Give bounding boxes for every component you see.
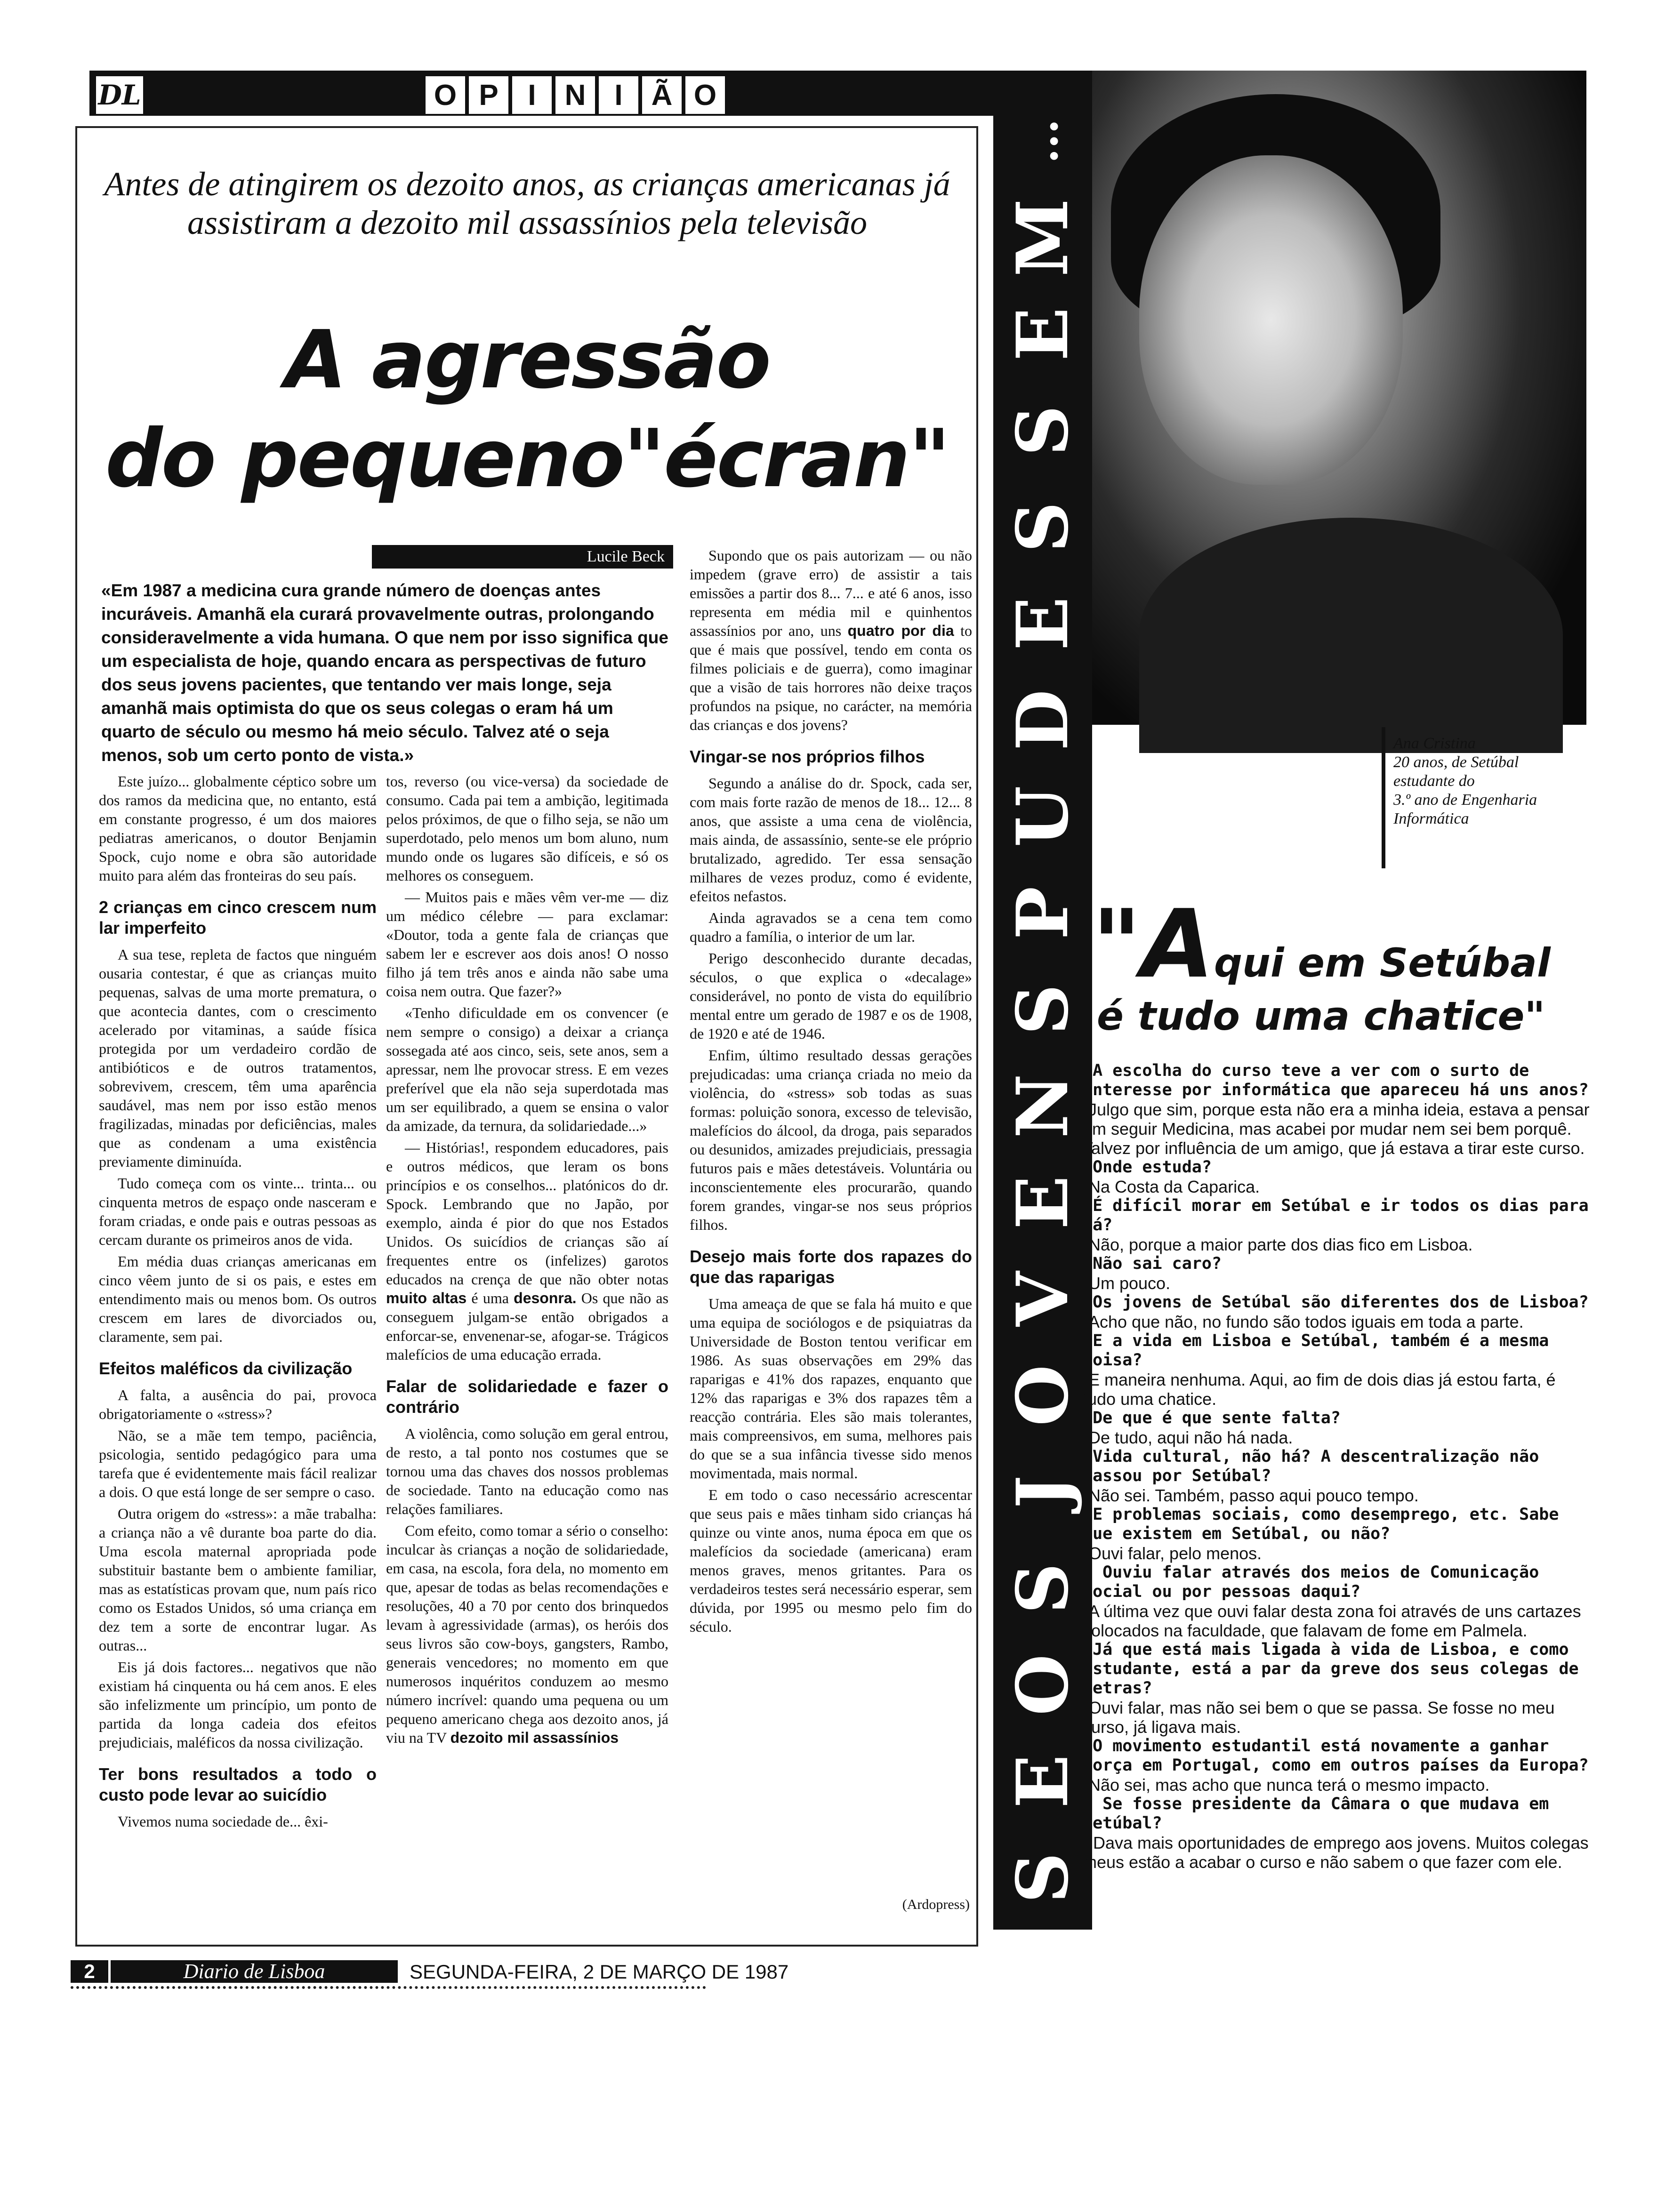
article-column-1: [99, 772, 377, 1834]
interview-answer: -De tudo, aqui não há nada.: [1083, 1428, 1293, 1447]
banner-letter: M: [1001, 198, 1084, 277]
article-kicker: Antes de atingirem os dezoito anos, as crianças americanas já assistiram a dezoito mil assassínios pela televisão: [104, 165, 950, 241]
portrait-shoulder: [1139, 518, 1563, 753]
interview-question: -Vida cultural, não há? A descentralização não passou por Setúbal?: [1083, 1447, 1539, 1485]
paragraph: E em todo o caso necessário acrescentar que seus pais e mães tinham sido crianças há quinze ou vinte anos, numa época em que os malefícios da sociedade (americana) eram menos graves, menos gritantes. Para os verdadeiros testes será necessário esperar, sem dúvida, por 1995 ou mesmo pelo fim do século.: [690, 1486, 972, 1635]
agency-signature: (Ardopress): [902, 1897, 970, 1912]
interview-title: [1092, 890, 1610, 999]
banner-letter: O: [1001, 1364, 1084, 1427]
banner-letter: P: [1001, 886, 1084, 940]
interview-question: -Já que está mais ligada à vida de Lisboa, e como estudante, está a par da greve dos seus colegas de Letras?: [1083, 1640, 1579, 1698]
paragraph: Ainda agravados se a cena tem como quadro a família, o interior de um lar.: [690, 909, 972, 945]
photo-caption: [1393, 734, 1601, 828]
interview-answer: -Não sei, mas acho que nunca terá o mesmo impacto.: [1083, 1775, 1490, 1795]
subheading: 2 crianças em cinco crescem num lar imperfeito: [99, 898, 377, 938]
section-letter: I: [597, 74, 640, 116]
banner-letter: S: [1001, 501, 1084, 553]
emphasis: muito altas: [386, 1290, 467, 1306]
section-letter: O: [684, 74, 727, 116]
interview-answer: -Na Costa da Caparica.: [1083, 1177, 1260, 1196]
text-run: é uma: [471, 1290, 509, 1306]
paragraph: Enfim, último resultado dessas gerações prejudicadas: uma criança criada no meio da violência, do «stress» sob todas as suas formas: poluição sonora, excesso de televisão, malefícios do álcool, da droga, pais separados ou desunidos, amizades prejudiciais, pressagia futuros pais e mães detestáveis. Voluntária ou inconscientemente eles procurarão, quando forem grandes, vingar-se nos seus próprios filhos.: [690, 1047, 972, 1233]
paragraph: [690, 546, 972, 734]
publication-date: SEGUNDA-FEIRA, 2 DE MARÇO DE 1987: [410, 1961, 789, 1983]
interview-answer: -Julgo que sim, porque esta não era a minha ideia, estava a pensar em seguir Medicina, mas acabei por mudar nem sei bem porquê. Talvez por influência de um amigo, que já estava a tirar este curso.: [1083, 1100, 1590, 1158]
paragraph: Segundo a análise do dr. Spock, cada ser, com mais forte razão de menos de 18... 12... 8 anos, que assiste a uma cena de violência, mais ainda, de assassínio, sente-se ele próprio brutalizado, agredido. Ter essa sensação milhares de vezes produz, como é evidente, efeitos nefastos.: [690, 775, 972, 905]
caption-line: Ana Cristina: [1393, 735, 1476, 752]
footer-dotted-rule: [71, 1986, 706, 1993]
paragraph: [386, 1138, 668, 1364]
banner-letter: V: [1001, 1271, 1084, 1327]
banner-letter: ...: [1018, 119, 1068, 163]
subheading: Ter bons resultados a todo o custo pode levar ao suicídio: [99, 1764, 377, 1804]
banner-letter: O: [1001, 1654, 1084, 1716]
subheading: Desejo mais forte dos rapazes do que das raparigas: [690, 1247, 972, 1287]
banner-letter: U: [1001, 785, 1084, 848]
newspaper-nameplate: Diario de Lisboa: [111, 1960, 398, 1983]
interview-answer: -Um pouco.: [1083, 1274, 1171, 1293]
banner-letter: E: [1001, 596, 1084, 651]
headline-line-1: A agressão: [284, 313, 770, 407]
interview-question: -O movimento estudantil está novamente a ganhar força em Portugal, como em outros países da Europa?: [1083, 1737, 1589, 1775]
banner-letter: S: [1001, 1852, 1084, 1904]
interview-answer: - Dava mais oportunidades de emprego aos jovens. Muitos colegas meus estão a acabar o curso e não sabem o que fazer com ele.: [1083, 1833, 1589, 1872]
caption-rule: [1382, 727, 1385, 868]
paragraph: A sua tese, repleta de factos que ninguém ousaria contestar, é que as crianças muito pequenas, salvas de uma morte prematura, o que acontecia dantes, com o crescimento acelerado por vitaminas, a saúde física protegida por um verdadeiro cordão de antibióticos e de outros tratamentos, sobrevivem, crescem, têm uma aparência saudável, mas nem por isso estão menos fragilizadas, minadas por deficiências, males que as condenam a uma existência previamente diminuída.: [99, 946, 377, 1170]
paragraph: Este juízo... globalmente céptico sobre um dos ramos da medicina que, no entanto, está em constante progresso, é um dos maiores pediatras americanos, o doutor Benjamin Spock, cujo nome e obra são autoridade muito para além das fronteiras do seu país.: [99, 773, 377, 884]
caption-line: estudante do: [1393, 772, 1475, 790]
paragraph: Não, se a mãe tem tempo, paciência, psicologia, sentido pedagógico para uma tarefa que é evidentemente mais fácil realizar a dois. O que está longe de ser sempre o caso.: [99, 1427, 377, 1500]
paragraph: — Muitos pais e mães vêm ver-me — diz um médico célebre — para exclamar: «Doutor, toda a gente fala de crianças que sabem ler e escrever aos dois anos! O nosso filho já tem três anos e ainda não sabe uma coisa nem outra. Que fazer?»: [386, 889, 668, 1000]
banner-letter: N: [1001, 1074, 1084, 1138]
interview-answer: -Não, porque a maior parte dos dias fico em Lisboa.: [1083, 1235, 1473, 1254]
subheading: Falar de solidariedade e fazer o contrário: [386, 1377, 668, 1417]
banner-letter: D: [1001, 689, 1084, 751]
paragraph: A violência, como solução em geral entrou, de resto, a tal ponto nos costumes que se tornou uma das chaves dos nossos problemas de sociedade. Tanto na educação como nas relações familiares.: [386, 1425, 668, 1517]
interview-question: -E a vida em Lisboa e Setúbal, também é a mesma coisa?: [1083, 1331, 1549, 1370]
banner-letter: J: [1001, 1475, 1084, 1509]
paragraph: Outra origem do «stress»: a mãe trabalha: a criança não a vê durante boa parte do dia. Uma escola maternal apropriada pode substituir bastante bem o ambiente familiar, mas as estatísticas provam que, num país rico como os Estados Unidos, só uma criança em dez tem a sorte de encontrar lugar. As outras...: [99, 1505, 377, 1654]
title-drop-letter: A: [1141, 890, 1214, 999]
text-run: Supondo que os pais autorizam — ou não impedem (grave erro) de assistir a tais emissões a partir dos 8... 7... e até 6 anos, isso representa em média mil e quinhentos assassínios por ano, uns: [690, 547, 972, 639]
paragraph: Eis já dois factores... negativos que não existiam há cinquenta ou há cem anos. E eles são infelizmente um princípio, um ponto de partida da longa cadeia dos efeitos prejudiciais, maléficos da nossa civilização.: [99, 1659, 377, 1751]
text-run: to que é mais que possível, tendo em conta os filmes policiais e de guerra), como imaginar que a visão de tais horrores não deixe traços profundos na psique, no carácter, na memória das crianças e dos jovens?: [690, 622, 973, 733]
emphasis: quatro por dia: [847, 622, 954, 639]
paragraph: A falta, a ausência do pai, provoca obrigatoriamente o «stress»?: [99, 1387, 377, 1422]
interview-answer: -E maneira nenhuma. Aqui, ao fim de dois dias já estou farta, é tudo uma chatice.: [1083, 1370, 1556, 1409]
paragraph: Tudo começa com os vinte... trinta... ou cinquenta metros de espaço onde nasceram e foram criadas, e onde pais e outras pessoas as cercam durante os primeiros anos de vida.: [99, 1175, 377, 1248]
text-run: Os que não as conseguem julgam-se então obrigados a enforcar-se, envenenar-se, afogar-se. Trágicos malefícios de uma educação errada.: [386, 1290, 669, 1363]
article-column-3: [690, 546, 972, 1639]
article-headline: [104, 311, 951, 508]
emphasis: desonra.: [514, 1290, 577, 1306]
paragraph: Vivemos numa sociedade de... êxi-: [118, 1813, 328, 1830]
paragraph: Em média duas crianças americanas em cinco vêem junto de si os pais, e estes em entendimento mais ou menos bom. Os outros crescem em lares de divorciados ou, claramente, sem pai.: [99, 1253, 377, 1345]
title-text: qui em Setúbal: [1214, 940, 1551, 986]
interview-question: -Onde estuda?: [1083, 1158, 1212, 1177]
byline: Lucile Beck: [372, 545, 673, 569]
text-run: — Histórias!, respondem educadores, pais e outros médicos, que leram os bons princípios e os conselhos... platónicos do dr. Spock. Lembrando que no Japão, por exemplo, ainda é pior do que nos Estados Unidos. Os suicídios de crianças são aí frequentes entre os (infelizes) garotos educados na crença de que não obter notas: [386, 1139, 668, 1288]
paragraph: [386, 1521, 668, 1747]
interview-answer: -A última vez que ouvi falar desta zona foi através de uns cartazes colocados na faculdade, que falavam de fome em Palmela.: [1083, 1602, 1581, 1640]
paragraph: Uma ameaça de que se fala há muito e que uma equipa de sociólogos e de psiquiatras da Universidade de Boston tentou verificar em 1986. As suas observações em 29% das raparigas e 41% dos rapazes, enquanto que 12% das raparigas e 3% dos rapazes têm a reacção contrária. Eles são mais tolerantes, mais compreensivos, em suma, melhores pais do que se a sua infância tivesse sido menos movimentada, mais normal.: [690, 1295, 972, 1482]
interview-question: -E problemas sociais, como desemprego, etc. Sabe que existem em Setúbal, ou não?: [1083, 1505, 1559, 1543]
paragraph: «Tenho dificuldade em os convencer (e nem sempre o consigo) a deixar a criança sossegada até aos cinco, seis, sete anos, sem a apressar, nem lhe provocar stress. E em vezes preferível que ela não seja superdotada mas um ser equilibrado, a quem se ensina o valor da amizade, da ternura, da solidariedade...»: [386, 1004, 668, 1134]
interview-question: -Os jovens de Setúbal são diferentes dos de Lisboa?: [1083, 1293, 1589, 1312]
page-number: 2: [71, 1960, 108, 1983]
caption-line: 3.º ano de Engenharia: [1393, 791, 1537, 809]
interview-question: -É difícil morar em Setúbal e ir todos os dias para lá?: [1083, 1196, 1589, 1234]
interview-body: [1083, 1061, 1591, 1872]
section-letter: P: [467, 74, 510, 116]
headline-line-2: do pequeno"écran": [105, 412, 949, 505]
section-letter: N: [554, 74, 597, 116]
text-run: Com efeito, como tomar a sério o conselho: inculcar às crianças a noção de solidariedade, em casa, na escola, fora dela, no momento em que, apesar de todas as belas recomendações e resoluções, 40 a 70 por cento dos brinquedos levam à agressividade (armas), os heróis dos seus livros são cow-boys, gangsters, Rambo, generais vencedores; no momento em que numerosos inquéritos conduzem ao mesmo número incrível: quando uma pequena ou um pequeno americano chega aos dezoito anos, já viu na TV: [386, 1522, 668, 1746]
article-column-2: [386, 772, 668, 1750]
interview-answer: -Ouvi falar, pelo menos.: [1083, 1544, 1262, 1563]
banner-letter: E: [1001, 1175, 1084, 1230]
interview-question: - Se fosse presidente da Câmara o que mudava em Setúbal?: [1083, 1795, 1549, 1833]
interview-question: -Não sai caro?: [1083, 1254, 1222, 1273]
subheading: Efeitos maléficos da civilização: [99, 1359, 353, 1378]
interview-question: - Ouviu falar através dos meios de Comunicação Social ou por pessoas daqui?: [1083, 1563, 1539, 1601]
newspaper-logo: DL: [94, 74, 145, 116]
portrait-face: [1139, 155, 1403, 485]
title-quote: ": [1092, 890, 1142, 999]
interview-title-line-2: é tudo uma chatice": [1097, 993, 1545, 1039]
caption-line: 20 anos, de Setúbal: [1393, 753, 1519, 771]
interview-question: -A escolha do curso teve a ver com o surto de interesse por informática que apareceu há uns anos?: [1083, 1061, 1589, 1099]
section-letter: O: [424, 74, 467, 116]
section-letter: Ã: [640, 74, 684, 116]
section-letter: I: [510, 74, 554, 116]
banner-letter: S: [1001, 984, 1084, 1035]
emphasis: dezoito mil assassínios: [450, 1729, 619, 1746]
interview-question: -De que é que sente falta?: [1083, 1409, 1341, 1427]
article-lead: «Em 1987 a medicina cura grande número de doenças antes incuráveis. Amanhã ela curará provavelmente outras, prolongando consideravelmente a vida humana. O que nem por isso significa que um especialista de hoje, quando encara as perspectivas de futuro dos seus jovens pacientes, que tentando ver mais longe, seja amanhã mais optimista do que os seus colegas o eram há um quarto de século ou mesmo há meio século. Talvez até o seja menos, sob um certo ponto de vista.»: [101, 581, 668, 765]
paragraph: tos, reverso (ou vice-versa) da sociedade de consumo. Cada pai tem a ambição, legitimada pelos próximos, de que o filho seja, se não um superdotado, pelo menos um bom aluno, num mundo onde os lugares são difíceis, e só os melhores os conseguem.: [386, 773, 668, 884]
banner-letter: E: [1001, 1754, 1084, 1809]
banner-letter: S: [1001, 1563, 1084, 1614]
interview-answer: -Acho que não, no fundo são todos iguais em toda a parte.: [1083, 1312, 1524, 1331]
caption-line: Informática: [1393, 810, 1469, 827]
banner-letter: S: [1001, 405, 1084, 457]
interview-answer: -Ouvi falar, mas não sei bem o que se passa. Se fosse no meu curso, já ligava mais.: [1083, 1698, 1555, 1737]
paragraph: Perigo desconhecido durante decadas, séculos, o que explica o «decalage» considerável, no ponto de vista do equilíbrio mental entre um gerado de 1987 e os de 1908, de 1920 e até de 1946.: [690, 950, 972, 1042]
subheading: Vingar-se nos próprios filhos: [690, 747, 925, 766]
interview-answer: -Não sei. Também, passo aqui pouco tempo.: [1083, 1486, 1419, 1505]
banner-letter: E: [1001, 307, 1084, 361]
